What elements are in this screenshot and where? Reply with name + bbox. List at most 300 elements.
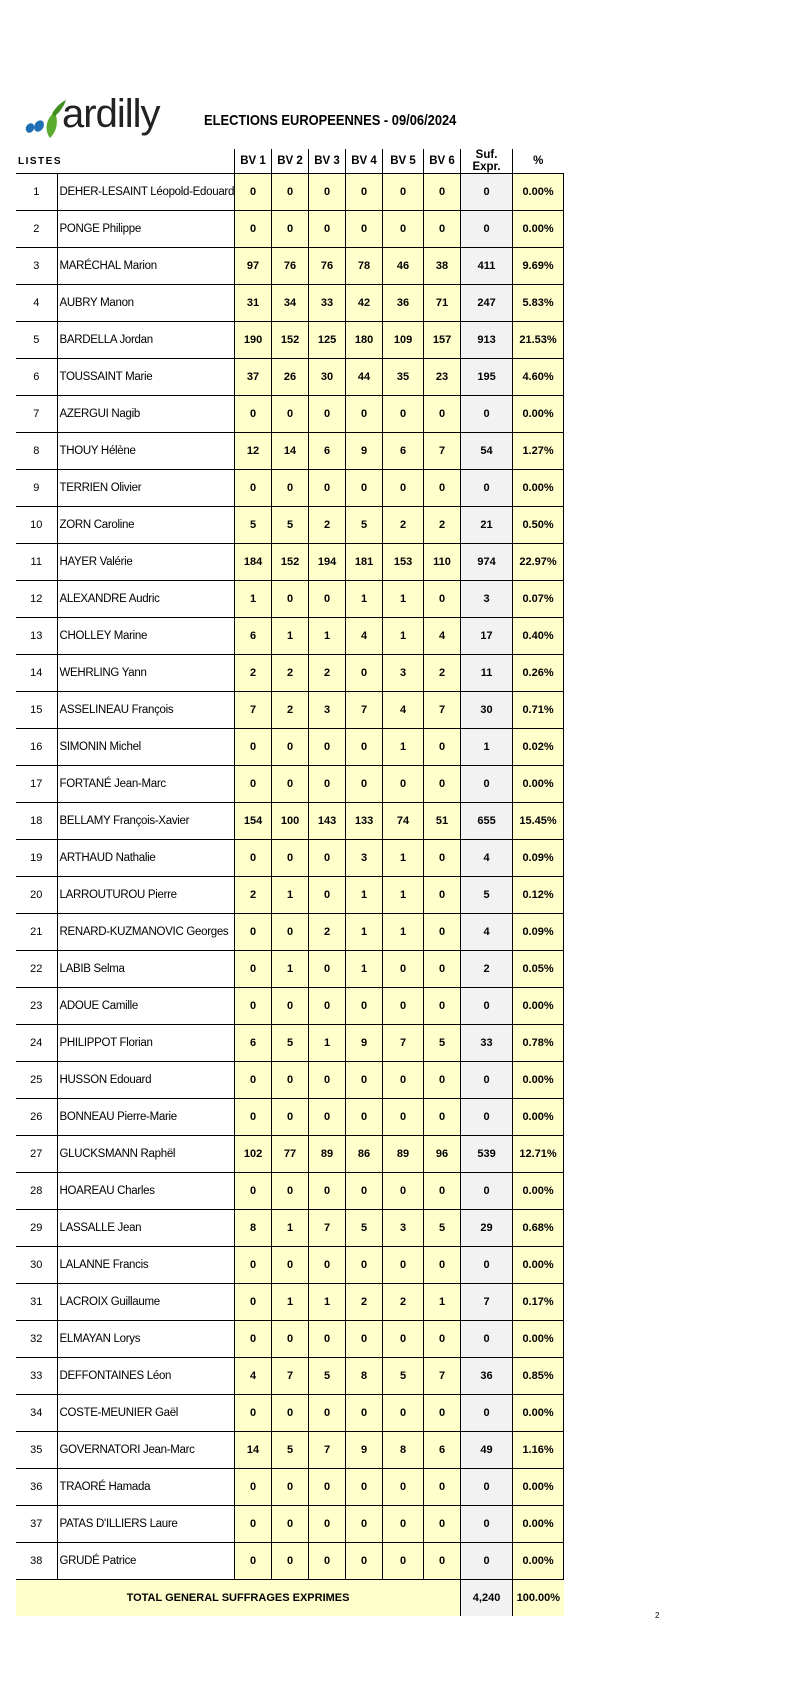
row-number: 35 [16,1432,57,1469]
header-suf-expr: Suf. Expr. [461,149,513,174]
vote-percent: 0.00% [513,1099,564,1136]
row-number: 1 [16,174,57,211]
row-number: 10 [16,507,57,544]
row-number: 33 [16,1358,57,1395]
candidate-name: HUSSON Edouard [57,1062,235,1099]
bv6-votes: 0 [424,1321,461,1358]
bv4-votes: 0 [346,211,383,248]
candidate-name: ZORN Caroline [57,507,235,544]
bv5-votes: 0 [383,766,424,803]
bv3-votes: 30 [309,359,346,396]
bv4-votes: 0 [346,1469,383,1506]
vote-percent: 15.45% [513,803,564,840]
bv3-votes: 6 [309,433,346,470]
bv4-votes: 0 [346,396,383,433]
bv5-votes: 0 [383,211,424,248]
bv1-votes: 0 [235,988,272,1025]
bv2-votes: 0 [272,1395,309,1432]
bv4-votes: 5 [346,1210,383,1247]
bv1-votes: 184 [235,544,272,581]
bv3-votes: 0 [309,1321,346,1358]
bv6-votes: 0 [424,1173,461,1210]
bv1-votes: 6 [235,1025,272,1062]
candidate-name: LALANNE Francis [57,1247,235,1284]
vote-percent: 22.97% [513,544,564,581]
bv1-votes: 14 [235,1432,272,1469]
bv6-votes: 0 [424,1543,461,1580]
bv4-votes: 0 [346,729,383,766]
bv6-votes: 71 [424,285,461,322]
bv1-votes: 8 [235,1210,272,1247]
total-label: TOTAL GENERAL SUFFRAGES EXPRIMES [16,1580,461,1617]
vote-percent: 0.00% [513,1062,564,1099]
bv2-votes: 152 [272,544,309,581]
table-row [16,840,564,877]
bv4-votes: 0 [346,174,383,211]
table-row [16,618,564,655]
table-row [16,1543,564,1580]
bv1-votes: 0 [235,1506,272,1543]
bv4-votes: 0 [346,988,383,1025]
bv1-votes: 1 [235,581,272,618]
vote-percent: 0.68% [513,1210,564,1247]
bv3-votes: 0 [309,470,346,507]
bv6-votes: 0 [424,1247,461,1284]
bv5-votes: 3 [383,1210,424,1247]
table-row [16,1395,564,1432]
table-row [16,433,564,470]
bv3-votes: 2 [309,655,346,692]
bv1-votes: 0 [235,1247,272,1284]
bv5-votes: 46 [383,248,424,285]
row-number: 13 [16,618,57,655]
row-number: 28 [16,1173,57,1210]
bv5-votes: 0 [383,1395,424,1432]
bv1-votes: 0 [235,1543,272,1580]
suf-expr-total: 0 [461,1173,513,1210]
vote-percent: 0.07% [513,581,564,618]
bv5-votes: 1 [383,581,424,618]
bv2-votes: 0 [272,174,309,211]
suf-expr-total: 0 [461,1062,513,1099]
candidate-name: BELLAMY François-Xavier [57,803,235,840]
suf-expr-total: 0 [461,1099,513,1136]
row-number: 23 [16,988,57,1025]
bv2-votes: 1 [272,951,309,988]
vote-percent: 0.00% [513,988,564,1025]
vote-percent: 0.00% [513,1321,564,1358]
bv6-votes: 0 [424,988,461,1025]
table-row [16,1358,564,1395]
table-row [16,470,564,507]
candidate-name: LASSALLE Jean [57,1210,235,1247]
bv5-votes: 2 [383,1284,424,1321]
bv1-votes: 0 [235,470,272,507]
vote-percent: 21.53% [513,322,564,359]
bv1-votes: 31 [235,285,272,322]
bv2-votes: 0 [272,1506,309,1543]
row-number: 6 [16,359,57,396]
vote-percent: 4.60% [513,359,564,396]
table-row [16,581,564,618]
bv5-votes: 35 [383,359,424,396]
bv6-votes: 0 [424,914,461,951]
suf-expr-total: 0 [461,396,513,433]
bv5-votes: 36 [383,285,424,322]
bv2-votes: 0 [272,1469,309,1506]
bv3-votes: 76 [309,248,346,285]
bv6-votes: 0 [424,877,461,914]
bv6-votes: 1 [424,1284,461,1321]
bv4-votes: 180 [346,322,383,359]
bv2-votes: 0 [272,470,309,507]
table-row [16,285,564,322]
bv5-votes: 0 [383,174,424,211]
candidate-name: TRAORÉ Hamada [57,1469,235,1506]
bv5-votes: 0 [383,470,424,507]
header-percent: % [513,149,564,174]
vote-percent: 0.40% [513,618,564,655]
bv6-votes: 7 [424,1358,461,1395]
bv5-votes: 1 [383,729,424,766]
table-row [16,1025,564,1062]
bv5-votes: 3 [383,655,424,692]
bv5-votes: 2 [383,507,424,544]
bv5-votes: 7 [383,1025,424,1062]
bv6-votes: 5 [424,1210,461,1247]
table-row [16,1247,564,1284]
suf-expr-total: 0 [461,1247,513,1284]
row-number: 21 [16,914,57,951]
bv1-votes: 0 [235,1321,272,1358]
header-bv2: BV 2 [272,149,309,174]
candidate-name: CHOLLEY Marine [57,618,235,655]
candidate-name: AUBRY Manon [57,285,235,322]
table-row [16,1062,564,1099]
page-number: 2 [655,1611,660,1620]
candidate-name: LABIB Selma [57,951,235,988]
table-row [16,1099,564,1136]
header-bv6: BV 6 [424,149,461,174]
suf-expr-total: 0 [461,1321,513,1358]
bv2-votes: 0 [272,1321,309,1358]
bv3-votes: 125 [309,322,346,359]
bv6-votes: 0 [424,1099,461,1136]
vote-percent: 0.00% [513,1395,564,1432]
vote-percent: 0.71% [513,692,564,729]
candidate-name: ARTHAUD Nathalie [57,840,235,877]
bv5-votes: 1 [383,840,424,877]
bv6-votes: 0 [424,951,461,988]
bv6-votes: 0 [424,766,461,803]
bv3-votes: 0 [309,1506,346,1543]
bv2-votes: 0 [272,1062,309,1099]
table-row [16,914,564,951]
row-number: 31 [16,1284,57,1321]
bv5-votes: 0 [383,1469,424,1506]
candidate-name: BARDELLA Jordan [57,322,235,359]
table-row [16,248,564,285]
suf-expr-total: 0 [461,1469,513,1506]
bv4-votes: 1 [346,581,383,618]
bv4-votes: 7 [346,692,383,729]
bv3-votes: 2 [309,507,346,544]
row-number: 20 [16,877,57,914]
vote-percent: 0.00% [513,1173,564,1210]
candidate-name: PHILIPPOT Florian [57,1025,235,1062]
candidate-name: SIMONIN Michel [57,729,235,766]
row-number: 19 [16,840,57,877]
row-number: 14 [16,655,57,692]
candidate-name: THOUY Hélène [57,433,235,470]
bv1-votes: 37 [235,359,272,396]
vote-percent: 0.02% [513,729,564,766]
bv4-votes: 9 [346,1432,383,1469]
suf-expr-total: 974 [461,544,513,581]
row-number: 37 [16,1506,57,1543]
row-number: 17 [16,766,57,803]
bv3-votes: 7 [309,1210,346,1247]
row-number: 36 [16,1469,57,1506]
suf-expr-total: 11 [461,655,513,692]
bv3-votes: 0 [309,951,346,988]
bv6-votes: 2 [424,655,461,692]
suf-expr-total: 0 [461,766,513,803]
bv5-votes: 0 [383,988,424,1025]
bv4-votes: 133 [346,803,383,840]
results-table [16,149,564,1616]
bv6-votes: 0 [424,174,461,211]
vote-percent: 0.00% [513,470,564,507]
vote-percent: 0.00% [513,174,564,211]
table-row [16,1506,564,1543]
candidate-name: HAYER Valérie [57,544,235,581]
bv1-votes: 5 [235,507,272,544]
vote-percent: 1.16% [513,1432,564,1469]
bv2-votes: 100 [272,803,309,840]
bv5-votes: 8 [383,1432,424,1469]
bv1-votes: 2 [235,655,272,692]
candidate-name: GRUDÉ Patrice [57,1543,235,1580]
candidate-name: ADOUE Camille [57,988,235,1025]
vote-percent: 0.00% [513,1469,564,1506]
candidate-name: COSTE-MEUNIER Gaël [57,1395,235,1432]
vote-percent: 5.83% [513,285,564,322]
bv4-votes: 0 [346,1321,383,1358]
vote-percent: 0.00% [513,1506,564,1543]
table-row [16,655,564,692]
bv2-votes: 0 [272,988,309,1025]
row-number: 12 [16,581,57,618]
bv4-votes: 0 [346,1247,383,1284]
bv6-votes: 0 [424,1506,461,1543]
vote-percent: 0.00% [513,396,564,433]
dardilly-logo [22,90,160,140]
bv3-votes: 0 [309,1395,346,1432]
suf-expr-total: 30 [461,692,513,729]
vote-percent: 0.05% [513,951,564,988]
bv1-votes: 6 [235,618,272,655]
bv3-votes: 0 [309,211,346,248]
table-row [16,692,564,729]
bv2-votes: 0 [272,581,309,618]
row-number: 7 [16,396,57,433]
bv2-votes: 7 [272,1358,309,1395]
bv6-votes: 7 [424,692,461,729]
bv3-votes: 0 [309,1247,346,1284]
bv3-votes: 0 [309,840,346,877]
bv4-votes: 0 [346,1506,383,1543]
bv5-votes: 0 [383,1543,424,1580]
candidate-name: PONGE Philippe [57,211,235,248]
bv5-votes: 0 [383,1506,424,1543]
candidate-name: MARÉCHAL Marion [57,248,235,285]
vote-percent: 12.71% [513,1136,564,1173]
table-row [16,1432,564,1469]
bv2-votes: 0 [272,729,309,766]
bv3-votes: 0 [309,1469,346,1506]
bv1-votes: 0 [235,840,272,877]
bv6-votes: 0 [424,1469,461,1506]
bv2-votes: 1 [272,1284,309,1321]
vote-percent: 0.00% [513,1543,564,1580]
row-number: 8 [16,433,57,470]
vote-percent: 0.50% [513,507,564,544]
bv2-votes: 1 [272,618,309,655]
suf-expr-total: 0 [461,988,513,1025]
row-number: 24 [16,1025,57,1062]
bv4-votes: 78 [346,248,383,285]
bv4-votes: 2 [346,1284,383,1321]
total-row [16,1580,564,1617]
bv4-votes: 8 [346,1358,383,1395]
bv6-votes: 0 [424,1062,461,1099]
table-row [16,951,564,988]
table-row [16,1136,564,1173]
bv5-votes: 1 [383,914,424,951]
bv4-votes: 0 [346,766,383,803]
bv2-votes: 76 [272,248,309,285]
bv3-votes: 2 [309,914,346,951]
bv6-votes: 0 [424,1395,461,1432]
bv2-votes: 2 [272,692,309,729]
bv1-votes: 0 [235,1062,272,1099]
bv1-votes: 0 [235,914,272,951]
suf-expr-total: 0 [461,1506,513,1543]
vote-percent: 0.09% [513,840,564,877]
bv6-votes: 157 [424,322,461,359]
bv2-votes: 0 [272,914,309,951]
bv5-votes: 6 [383,433,424,470]
bv5-votes: 74 [383,803,424,840]
bv5-votes: 0 [383,1173,424,1210]
bv4-votes: 1 [346,951,383,988]
vote-percent: 0.00% [513,1247,564,1284]
bv3-votes: 5 [309,1358,346,1395]
bv1-votes: 0 [235,1469,272,1506]
bv2-votes: 0 [272,766,309,803]
candidate-name: TOUSSAINT Marie [57,359,235,396]
suf-expr-total: 195 [461,359,513,396]
bv6-votes: 5 [424,1025,461,1062]
suf-expr-total: 0 [461,174,513,211]
bv5-votes: 89 [383,1136,424,1173]
bv3-votes: 3 [309,692,346,729]
bv5-votes: 5 [383,1358,424,1395]
table-row [16,1469,564,1506]
bv6-votes: 0 [424,840,461,877]
suf-expr-total: 2 [461,951,513,988]
bv2-votes: 2 [272,655,309,692]
suf-expr-total: 0 [461,211,513,248]
bv3-votes: 0 [309,1062,346,1099]
bv2-votes: 34 [272,285,309,322]
bv5-votes: 0 [383,1099,424,1136]
row-number: 5 [16,322,57,359]
header-bv3: BV 3 [309,149,346,174]
row-number: 38 [16,1543,57,1580]
header-listes: LISTES [16,149,235,174]
bv2-votes: 5 [272,1432,309,1469]
candidate-name: LARROUTUROU Pierre [57,877,235,914]
table-row [16,988,564,1025]
bv3-votes: 0 [309,729,346,766]
suf-expr-total: 247 [461,285,513,322]
row-number: 11 [16,544,57,581]
bv5-votes: 0 [383,951,424,988]
bv4-votes: 5 [346,507,383,544]
candidate-name: HOAREAU Charles [57,1173,235,1210]
row-number: 29 [16,1210,57,1247]
bv4-votes: 0 [346,1062,383,1099]
suf-expr-total: 4 [461,840,513,877]
row-number: 9 [16,470,57,507]
bv4-votes: 1 [346,877,383,914]
bv4-votes: 0 [346,1099,383,1136]
bv6-votes: 0 [424,396,461,433]
total-suf-expr: 4,240 [461,1580,513,1617]
bv6-votes: 0 [424,211,461,248]
page-title: ELECTIONS EUROPEENNES - 09/06/2024 [204,112,457,129]
bv1-votes: 0 [235,1173,272,1210]
bv5-votes: 1 [383,618,424,655]
bv3-votes: 1 [309,618,346,655]
bv6-votes: 0 [424,470,461,507]
suf-expr-total: 33 [461,1025,513,1062]
bv4-votes: 0 [346,1543,383,1580]
candidate-name: GLUCKSMANN Raphël [57,1136,235,1173]
suf-expr-total: 1 [461,729,513,766]
bv3-votes: 1 [309,1284,346,1321]
suf-expr-total: 0 [461,1543,513,1580]
bv3-votes: 0 [309,766,346,803]
bv1-votes: 12 [235,433,272,470]
vote-percent: 0.26% [513,655,564,692]
bv3-votes: 0 [309,1099,346,1136]
suf-expr-total: 3 [461,581,513,618]
bv1-votes: 0 [235,211,272,248]
vote-percent: 0.09% [513,914,564,951]
bv5-votes: 0 [383,1321,424,1358]
bv5-votes: 109 [383,322,424,359]
vote-percent: 0.00% [513,766,564,803]
table-row [16,803,564,840]
row-number: 16 [16,729,57,766]
suf-expr-total: 0 [461,470,513,507]
logo-wordmark: ardilly [62,92,160,136]
table-row [16,322,564,359]
bv3-votes: 1 [309,1025,346,1062]
